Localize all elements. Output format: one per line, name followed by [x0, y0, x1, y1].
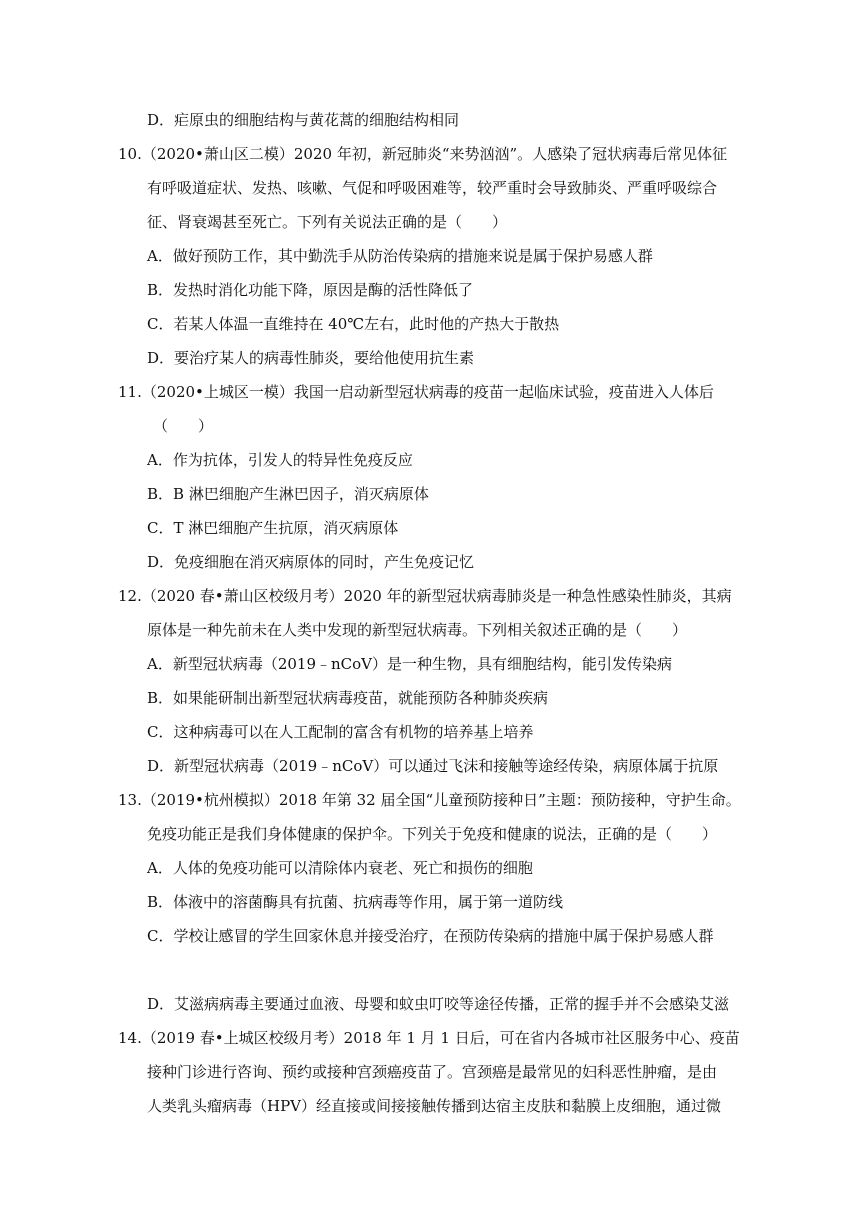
question-11-option-b: B．B 淋巴细胞产生淋巴因子，消灭病原体 [147, 485, 429, 503]
question-11-option-c: C．T 淋巴细胞产生抗原，消灭病原体 [147, 519, 399, 537]
question-11-line-2: （ ） [153, 417, 214, 435]
question-10-line-3: 征、肾衰竭甚至死亡。下列有关说法正确的是（ ） [147, 213, 508, 231]
question-10-line-1: 10.（2020•萧山区二模）2020 年初，新冠肺炎“来势汹汹”。人感染了冠状病毒后常见体征 [118, 145, 728, 163]
question-12-option-c: C．这种病毒可以在人工配制的富含有机物的培养基上培养 [147, 723, 534, 741]
question-14-line-3: 人类乳头瘤病毒（HPV）经直接或间接接触传播到达宿主皮肤和黏膜上皮细胞，通过微 [147, 1097, 722, 1115]
question-12-option-d: D．新型冠状病毒（2019﹣nCoV）可以通过飞沫和接触等途经传染，病原体属于抗原 [147, 757, 719, 775]
question-13-line-1: 13.（2019•杭州模拟）2018 年第 32 届全国“儿童预防接种日”主题：预防接种，守护生命。 [118, 791, 741, 809]
question-13-line-2: 免疫功能正是我们身体健康的保护伞。下列关于免疫和健康的说法，正确的是（ ） [147, 825, 718, 843]
question-11-line-1: 11.（2020•上城区一模）我国一启动新型冠状病毒的疫苗一起临床试验，疫苗进入人体后 [118, 383, 714, 401]
question-13-option-a: A．人体的免疫功能可以清除体内衰老、死亡和损伤的细胞 [147, 859, 533, 877]
question-13-option-c: C．学校让感冒的学生回家休息并接受治疗，在预防传染病的措施中属于保护易感人群 [147, 927, 714, 945]
question-12-option-b: B．如果能研制出新型冠状病毒疫苗，就能预防各种肺炎疾病 [147, 689, 549, 707]
question-12-line-1: 12.（2020 春•萧山区校级月考）2020 年的新型冠状病毒肺炎是一种急性感染性肺炎，其病 [118, 587, 732, 605]
question-12-option-a: A．新型冠状病毒（2019﹣nCoV）是一种生物，具有细胞结构，能引发传染病 [147, 655, 673, 673]
question-11-option-a: A．作为抗体，引发人的特异性免疫反应 [147, 451, 413, 469]
question-13-option-d: D．艾滋病病毒主要通过血液、母婴和蚊虫叮咬等途径传播，正常的握手并不会感染艾滋 [147, 995, 730, 1013]
question-10-option-d: D．要治疗某人的病毒性肺炎，要给他使用抗生素 [147, 349, 475, 367]
question-10-line-2: 有呼吸道症状、发热、咳嗽、气促和呼吸困难等，较严重时会导致肺炎、严重呼吸综合 [147, 179, 718, 197]
question-13-option-b: B．体液中的溶菌酶具有抗菌、抗病毒等作用，属于第一道防线 [147, 893, 564, 911]
question-10-option-a: A．做好预防工作，其中勤洗手从防治传染病的措施来说是属于保护易感人群 [147, 247, 653, 265]
question-11-option-d: D．免疫细胞在消灭病原体的同时，产生免疫记忆 [147, 553, 475, 571]
option-d-q9: D．疟原虫的细胞结构与黄花蒿的细胞结构相同 [147, 111, 460, 129]
question-14-line-2: 接种门诊进行咨询、预约或接种宫颈癌疫苗了。宫颈癌是最常见的妇科恶性肿瘤，是由 [147, 1063, 718, 1081]
question-12-line-2: 原体是一种先前未在人类中发现的新型冠状病毒。下列相关叙述正确的是（ ） [147, 621, 688, 639]
question-10-option-b: B．发热时消化功能下降，原因是酶的活性降低了 [147, 281, 474, 299]
question-14-line-1: 14.（2019 春•上城区校级月考）2018 年 1 月 1 日后，可在省内各城市社区服务中心、疫苗 [118, 1029, 740, 1047]
question-10-option-c: C．若某人体温一直维持在 40℃左右，此时他的产热大于散热 [147, 315, 560, 333]
